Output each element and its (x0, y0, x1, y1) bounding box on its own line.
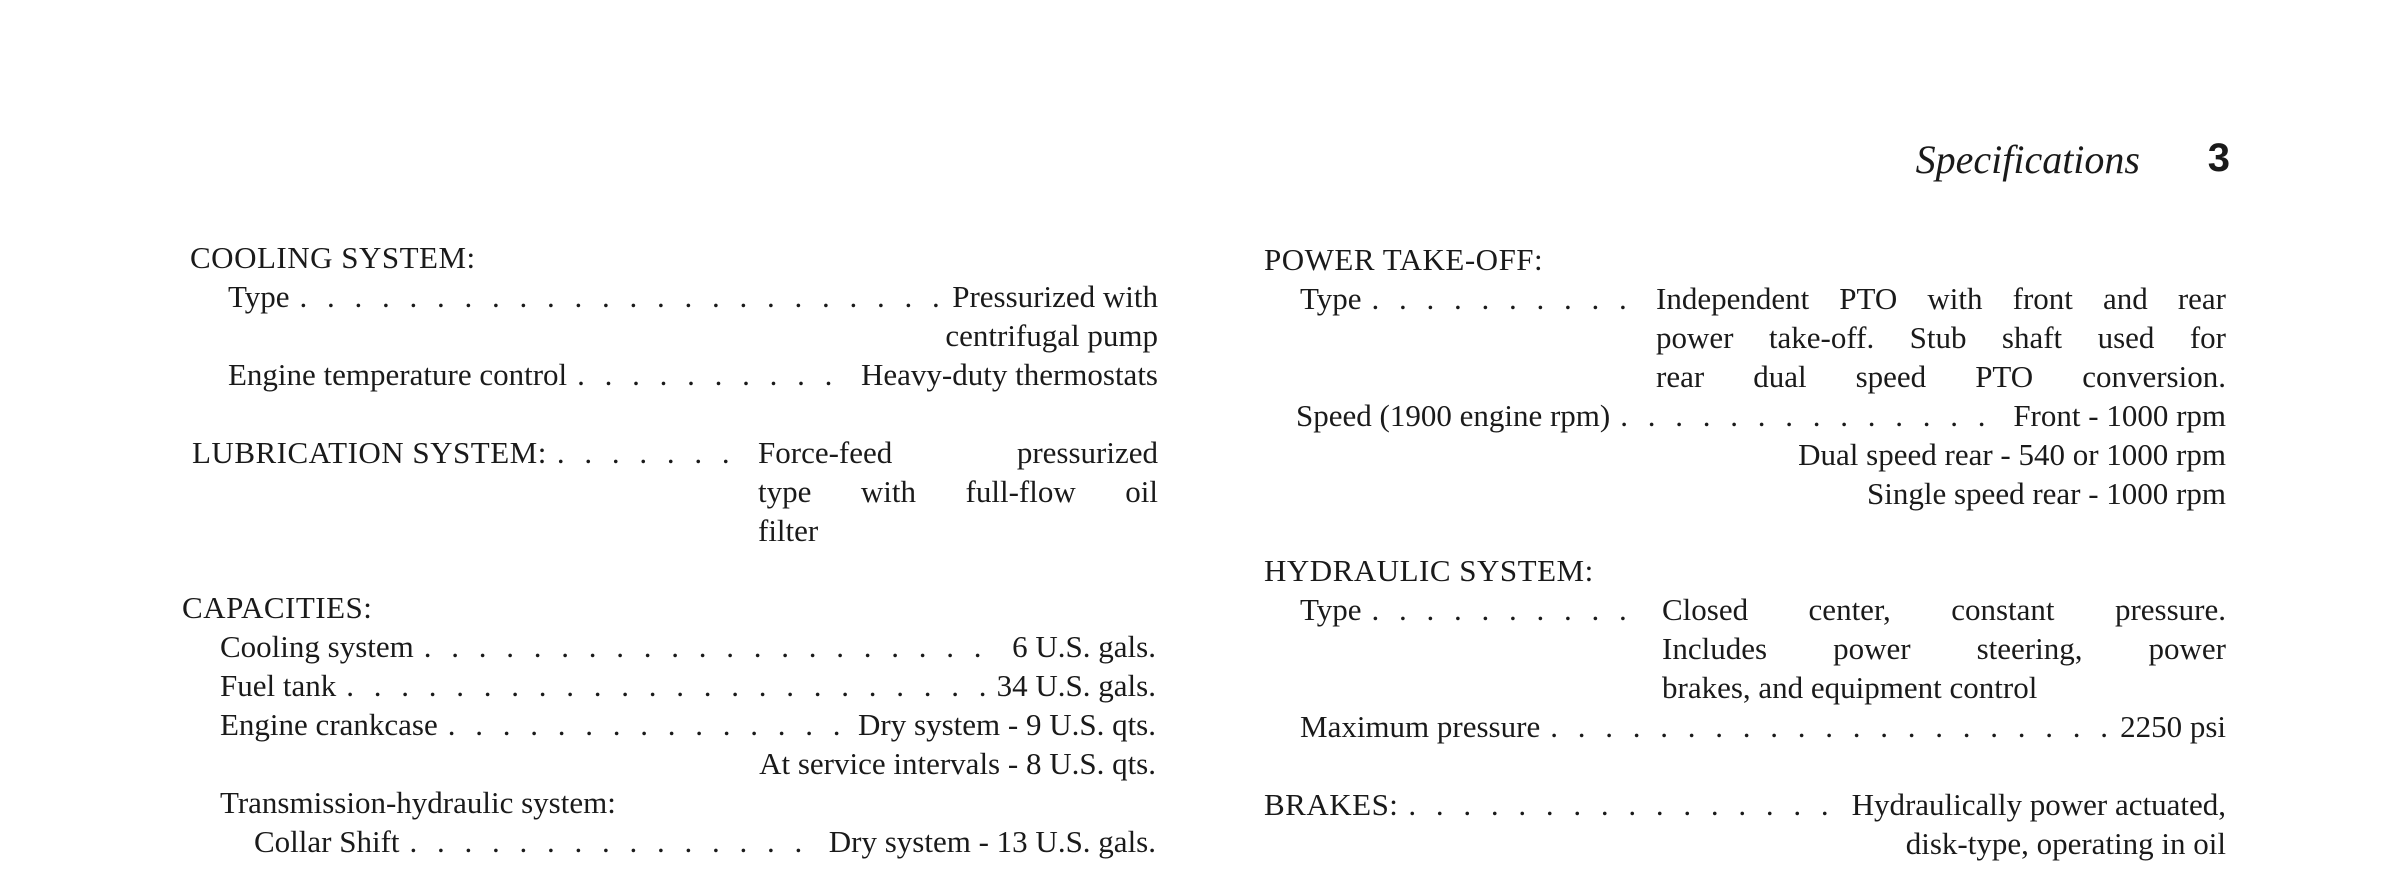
engine-temp-value: Heavy-duty thermostats (860, 357, 1158, 392)
cap-collar-value: Dry system - 13 U.S. gals. (828, 824, 1156, 859)
cap-crankcase-value-2: At service intervals - 8 U.S. qts. (759, 746, 1156, 781)
hydraulic-type-value-1: Closed center, constant pressure. (1662, 592, 2226, 627)
cap-cooling-label: Cooling system (220, 629, 414, 664)
hydraulic-pressure-value: 2250 psi (2120, 709, 2226, 744)
leader-dots (300, 277, 943, 317)
pto-heading: POWER TAKE-OFF: (1264, 242, 1544, 277)
leader-dots (1408, 785, 1841, 825)
leader-dots (577, 355, 851, 395)
pto-type-value-2: power take-off. Stub shaft used for (1656, 320, 2226, 355)
pto-type-row (1300, 279, 1650, 319)
hydraulic-type-row (1300, 590, 1658, 630)
pto-speed-value-3: Single speed rear - 1000 rpm (1867, 476, 2226, 511)
cooling-type-label: Type (228, 279, 290, 314)
page-header (1840, 136, 2230, 196)
pto-speed-value-1: Front - 1000 rpm (2013, 398, 2226, 433)
cooling-type-value: Pressurized with (952, 279, 1158, 314)
cooling-type-value-cont: centrifugal pump (945, 318, 1158, 353)
pto-speed-label: Speed (1900 engine rpm) (1296, 398, 1611, 433)
hydraulic-type-value-2: Includes power steering, power (1662, 631, 2226, 666)
pto-speed-row (1296, 396, 2226, 436)
brakes-heading: BRAKES: (1264, 787, 1399, 822)
leader-dots (1620, 396, 2003, 436)
hydraulic-type-value-3: brakes, and equipment control (1662, 670, 2038, 705)
leader-dots (1550, 707, 2110, 747)
cap-crankcase-label: Engine crankcase (220, 707, 438, 742)
leader-dots (1372, 590, 1648, 630)
lubrication-value-3: filter (758, 513, 819, 548)
engine-temp-label: Engine temperature control (228, 357, 568, 392)
pto-type-value-1: Independent PTO with front and rear (1656, 281, 2226, 316)
lubrication-heading: LUBRICATION SYSTEM: (192, 435, 547, 470)
cap-transmission-label: Transmission-hydraulic system: (220, 785, 616, 820)
hydraulic-pressure-label: Maximum pressure (1300, 709, 1541, 744)
brakes-value-1: Hydraulically power actuated, (1851, 787, 2226, 822)
page-number: 3 (2207, 136, 2230, 180)
hydraulic-type-label: Type (1300, 592, 1362, 627)
page-title: Specifications (1915, 137, 2140, 182)
cap-collar-row (254, 822, 1156, 862)
cap-crankcase-value: Dry system - 9 U.S. qts. (858, 707, 1156, 742)
hydraulic-pressure-row (1300, 707, 2226, 747)
pto-type-value-3: rear dual speed PTO conversion. (1656, 359, 2226, 394)
lubrication-value-2: type with full-flow oil (758, 474, 1158, 509)
pto-speed-value-2: Dual speed rear - 540 or 1000 rpm (1798, 437, 2226, 472)
engine-temp-row (228, 355, 1158, 395)
leader-dots (410, 822, 819, 862)
pto-type-label: Type (1300, 281, 1362, 316)
brakes-row (1264, 785, 2226, 825)
capacities-heading: CAPACITIES: (182, 590, 373, 625)
cap-fuel-label: Fuel tank (220, 668, 337, 703)
cap-crankcase-row (220, 705, 1156, 745)
cooling-type-row (228, 277, 1158, 317)
leader-dots (448, 705, 848, 745)
cooling-system-heading: COOLING SYSTEM: (190, 240, 476, 275)
cap-fuel-value: 34 U.S. gals. (996, 668, 1156, 703)
leader-dots (557, 433, 742, 473)
cap-cooling-row (220, 627, 1156, 667)
leader-dots (346, 666, 986, 706)
lubrication-row (192, 433, 752, 473)
hydraulic-heading: HYDRAULIC SYSTEM: (1264, 553, 1594, 588)
cap-cooling-value: 6 U.S. gals. (1012, 629, 1156, 664)
cap-collar-label: Collar Shift (254, 824, 400, 859)
brakes-value-2: disk-type, operating in oil (1905, 826, 2226, 861)
lubrication-value-1: Force-feed pressurized (758, 435, 1158, 470)
leader-dots (1372, 279, 1640, 319)
leader-dots (424, 627, 1002, 667)
cap-fuel-row (220, 666, 1156, 706)
